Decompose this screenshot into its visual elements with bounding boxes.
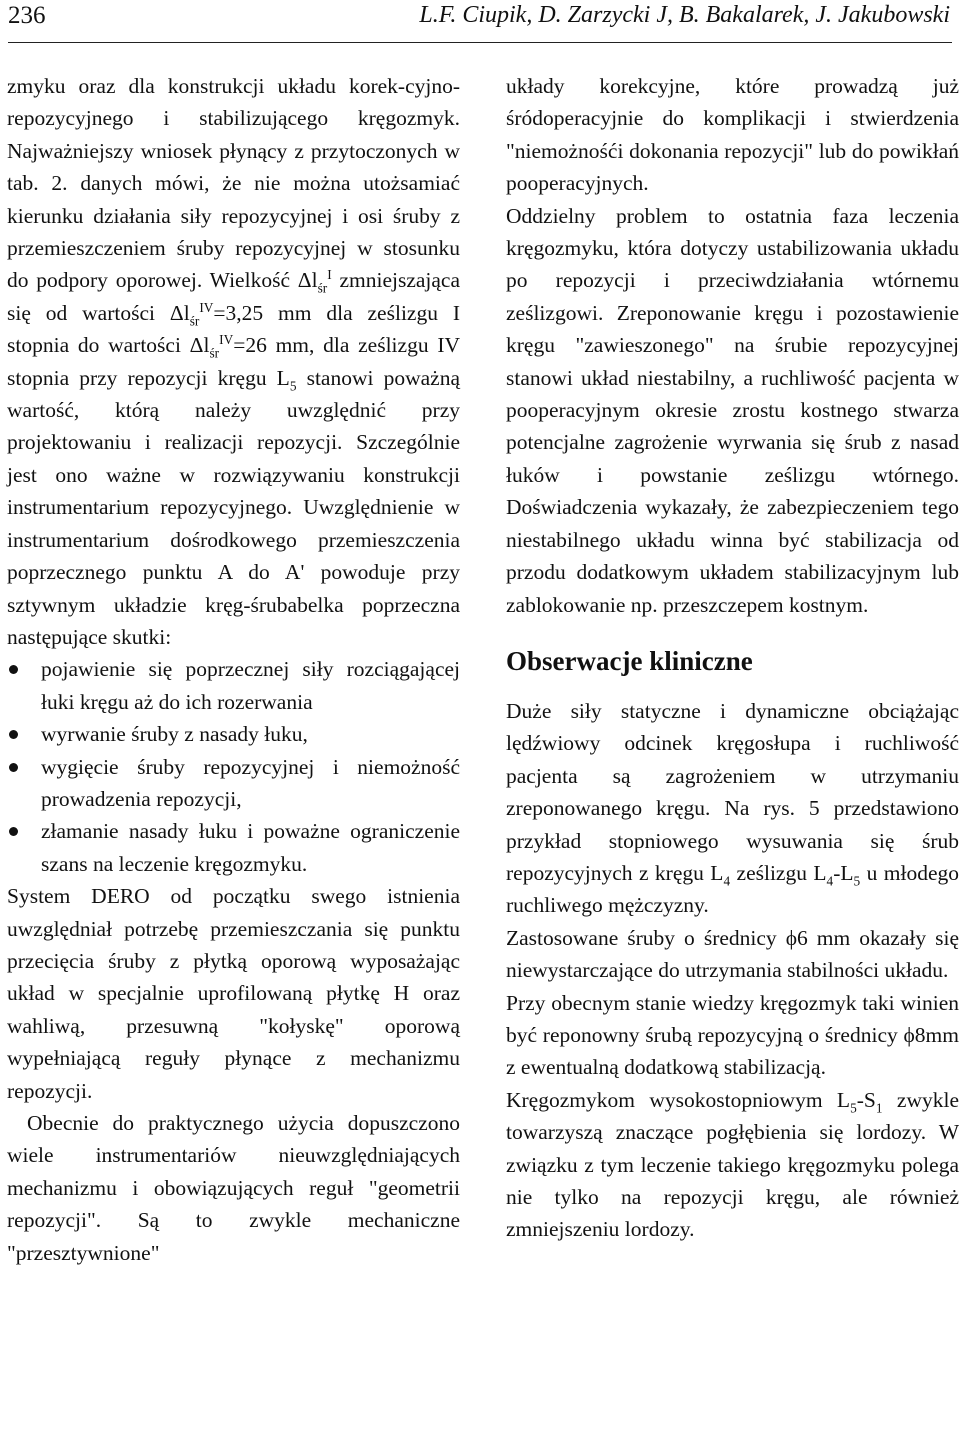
delta-l-sr-i (297, 267, 332, 296)
subscript: śr (209, 345, 220, 361)
subscript: 1 (875, 1100, 883, 1116)
bullet-list (7, 653, 460, 880)
bullet-icon (9, 730, 18, 739)
text-span: -S (856, 1087, 876, 1112)
paragraph-right-5: Przy obecnym stanie wiedzy kręgozmyk taki winien być reponowny śrubą repozycyjną o średnicy ϕ8mm z ewentualną dodatkową stabilizacją. (506, 990, 959, 1080)
paragraph-left-2: System DERO od początku swego istnienia uwzględniał potrzebę przemieszczania się punktu przecięcia śruby z płytką oporową wyposażając układ w specjalnie uprofilowaną płytkę H oraz wahliwą, przesuwną "kołyskę" oporową wypełniającą reguły płynące z mechanizmu repozycji. (7, 884, 460, 1103)
delta-symbol: Δl (169, 300, 190, 325)
bullet-icon (9, 665, 18, 674)
list-item-text: złamanie nasady łuku i poważne ograniczenie szans na leczenie kręgozmyku. (41, 819, 460, 876)
delta-symbol: Δl (189, 333, 210, 358)
text-span: zwykle towarzyszą znaczące pogłębienia się lordozy. W związku z tym leczenie takiego kręgozmyku polega nie tylko na repozycji kręgu, ale również zmniejszeniu lordozy. (506, 1087, 959, 1242)
list-item (7, 653, 460, 718)
list-item (7, 718, 460, 750)
list-item-text: wyrwanie śruby z nasady łuku, (41, 722, 308, 747)
bullet-icon (9, 763, 18, 772)
paragraph-right-2: Oddzielny problem to ostatnia faza leczenia kręgozmyku, która dotyczy ustabilizowania układu po repozycji i przeciwdziałania wtórnemu ześlizgowi. Zreponowanie kręgu i pozostawienie kręgu "zawieszonego" na śrubie repozycyjnej stanowi układ niestabilny, a ruchliwość pacjenta w pooperacyjnym okresie zrostu kostnego stwarza potencjalne zagrożenie wyrwania się śrub z nasad łuków i powstanie ześlizgu wtórnego. Doświadczenia wykazały, że zabezpieczeniem tego niestabilnego układu winna być stabilizacja od przodu dodatkowym układem stabilizacyjnym lub zablokowanie np. przeszczepem kostnym. (506, 203, 959, 617)
text-span: zmniejszająca się od wartości (7, 268, 461, 325)
paragraph-left-3: Obecnie do praktycznego użycia dopuszczono wiele instrumentariów nieuwzględniających mechanizmu i obowiązujących reguł "geometrii repozycji". Są to zwykle mechaniczne "przesztywnione" (7, 1111, 460, 1265)
bullet-icon (9, 827, 18, 836)
list-item (7, 751, 460, 816)
page-header (0, 0, 960, 52)
section-heading: Obserwacje kliniczne (506, 645, 753, 676)
delta-l-sr-iv (169, 299, 214, 329)
paragraph-right-3 (506, 695, 959, 922)
list-item-text: wygięcie śruby repozycyjnej i niemożność prowadzenia repozycji, (41, 754, 460, 811)
superscript: IV (219, 332, 234, 348)
header-rule (8, 42, 952, 43)
paragraph-left-1 (7, 70, 460, 653)
text-span: ześlizgu L (730, 860, 827, 885)
text-span: Duże siły statyczne i dynamiczne obciążając lędźwiowy odcinek kręgosłupa i ruchliwość pacjenta są zagrożeniem w utrzymaniu zreponowanego kręgu. Na rys. 5 przedstawiono przykład stopniowego wysuwania się śrub repozycyjnych z kręgu L (506, 698, 959, 885)
subscript: śr (189, 313, 200, 329)
text-span: u młodego ruchliwego mężczyzny. (506, 860, 959, 918)
list-item-text: pojawienie się poprzecznej siły rozciągającej łuki kręgu aż do ich rozerwania (41, 657, 460, 714)
subscript: 5 (853, 873, 861, 889)
delta-symbol: Δl (297, 268, 318, 293)
subscript: 4 (826, 873, 834, 889)
right-column (506, 70, 959, 1246)
page-number: 236 (8, 2, 46, 29)
subscript: 5 (850, 1100, 857, 1116)
subscript: 5 (289, 377, 297, 393)
text-span: Kręgozmykom wysokostopniowym L (506, 1087, 851, 1112)
paragraph-right-4: Zastosowane śruby o średnicy ϕ6 mm okazały się niewystarczające do utrzymania stabilności układu. (506, 925, 959, 983)
text-span: -L (833, 860, 854, 885)
superscript: IV (199, 299, 214, 315)
paragraph-right-6 (506, 1084, 959, 1246)
running-head-authors: L.F. Ciupik, D. Zarzycki J, B. Bakalarek, J. Jakubowski (419, 2, 950, 28)
delta-l-sr-iv-2 (189, 332, 234, 361)
superscript: I (327, 267, 332, 283)
subscript: 4 (723, 873, 731, 889)
text-span: stanowi poważną wartość, którą należy uwzględnić przy projektowaniu i realizacji repozycji. Szczególnie jest ono ważne w rozwiązywaniu konstrukcji instrumentarium repozycyjnego. Uwzględnienie w instrumentarium dośrodkowego przemieszczenia poprzecznego punktu A do A' powoduje przy sztywnym układzie kręg-śrubabelka poprzeczna następujące skutki: (7, 365, 460, 649)
paragraph-right-1: układy korekcyjne, które prowadzą już śródoperacyjnie do komplikacji i stwierdzenia "niemożnośći dokonania repozycji" lub do powikłań pooperacyjnych. (506, 74, 959, 196)
text-span: =3,25 mm dla ześlizgu I stopnia do wartości (7, 300, 460, 358)
subscript: śr (317, 280, 328, 296)
list-item (7, 815, 460, 880)
text-span: =26 mm, dla ześlizgu IV stopnia przy repozycji kręgu L (7, 333, 460, 390)
left-column (7, 70, 460, 1269)
text-span: zmyku oraz dla konstrukcji układu korek-cyjno-repozycyjnego i stabilizującego kręgozmyk. Najważniejszy wniosek płynący z przytoczonych w tab. 2. danych mówi, że nie można utożsamiać kierunku działania siły repozycyjnej i osi śruby z przemieszczeniem śruby repozycyjnej w stosunku do podpory oporowej. Wielkość (7, 74, 460, 293)
